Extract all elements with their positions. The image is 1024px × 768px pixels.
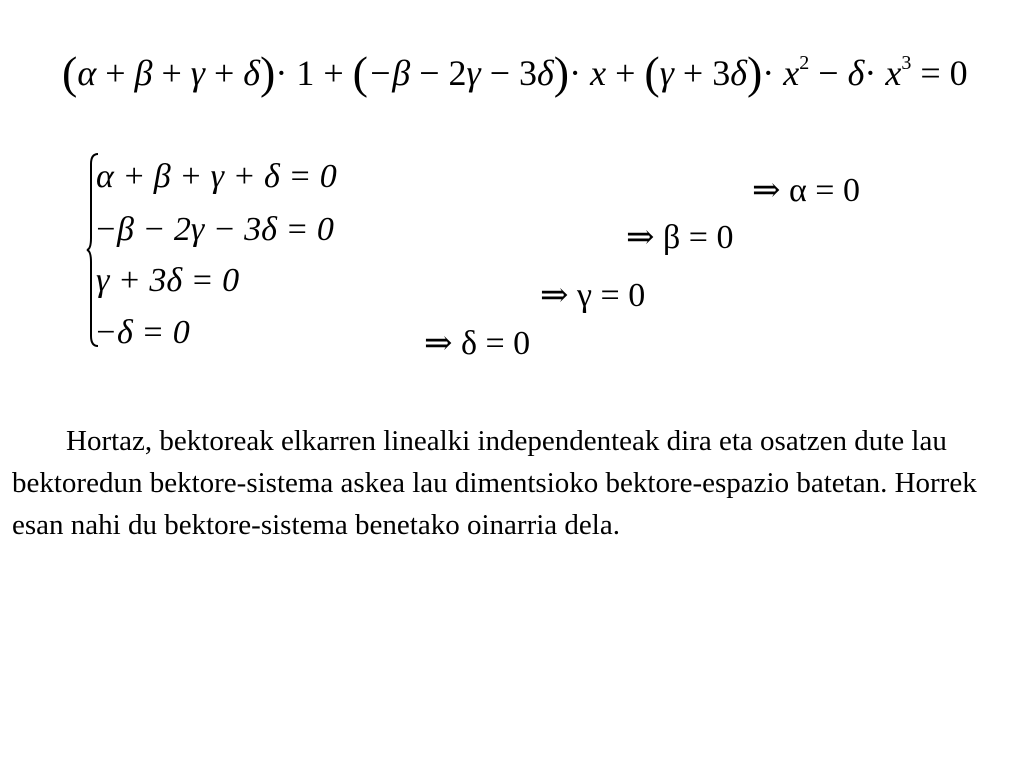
neg-beta: −β xyxy=(368,53,411,93)
system-equation-4: −δ = 0 xyxy=(94,314,190,351)
open-paren: ( xyxy=(352,47,368,98)
x-variable: x xyxy=(783,53,800,93)
delta-symbol: δ xyxy=(243,53,261,93)
system-equation-1: α + β + γ + δ = 0 xyxy=(96,158,337,195)
system-equation-2: −β − 2γ − 3δ = 0 xyxy=(94,211,334,248)
dot-operator: · xyxy=(569,53,582,93)
operator: + xyxy=(152,53,191,93)
close-paren: ) xyxy=(746,47,763,98)
delta-symbol: δ xyxy=(847,53,865,93)
system-equation-3: γ + 3δ = 0 xyxy=(96,262,240,299)
dot-operator: · xyxy=(762,53,775,93)
delta-symbol: δ xyxy=(730,53,747,93)
implication-gamma: ⇒ γ = 0 xyxy=(540,277,646,314)
operator: + xyxy=(96,53,135,93)
exponent: 2 xyxy=(799,52,810,74)
alpha-symbol: α xyxy=(77,53,97,93)
operator: − 3 xyxy=(480,53,538,93)
space xyxy=(876,53,885,93)
main-equation xyxy=(62,47,968,98)
implication-alpha: ⇒ α = 0 xyxy=(752,172,860,209)
dot-operator: · xyxy=(864,53,877,93)
conclusion-paragraph xyxy=(12,420,1012,546)
operator: + 3 xyxy=(673,53,731,93)
implication-delta: ⇒ δ = 0 xyxy=(424,325,531,362)
space xyxy=(581,53,590,93)
open-paren: ( xyxy=(62,47,78,98)
gamma-symbol: γ xyxy=(659,53,674,93)
beta-symbol: β xyxy=(134,53,153,93)
close-paren: ) xyxy=(260,47,276,98)
gamma-symbol: γ xyxy=(466,53,481,93)
close-paren: ) xyxy=(553,47,570,98)
gamma-symbol: γ xyxy=(190,53,205,93)
equals-zero: = 0 xyxy=(911,53,968,93)
open-paren: ( xyxy=(644,47,660,98)
space xyxy=(774,53,783,93)
operator: + xyxy=(204,53,244,93)
operator: − 2 xyxy=(410,53,467,93)
delta-symbol: δ xyxy=(537,53,554,93)
x-variable: x xyxy=(590,53,607,93)
conclusion-text: Hortaz, bektoreak elkarren linealki independenteak dira eta osatzen dute lau bektoredun bektore-sistema askea lau dimentsioko bektore-espazio batetan. Horrek esan nahi du bektore-sistema benetako oinarria dela. xyxy=(12,425,977,541)
operator: + xyxy=(606,53,645,93)
operator: − xyxy=(809,53,848,93)
exponent: 3 xyxy=(901,52,912,74)
term-one: 1 + xyxy=(287,53,353,93)
dot-operator: · xyxy=(275,53,288,93)
x-variable: x xyxy=(885,53,902,93)
implication-beta: ⇒ β = 0 xyxy=(626,219,734,256)
